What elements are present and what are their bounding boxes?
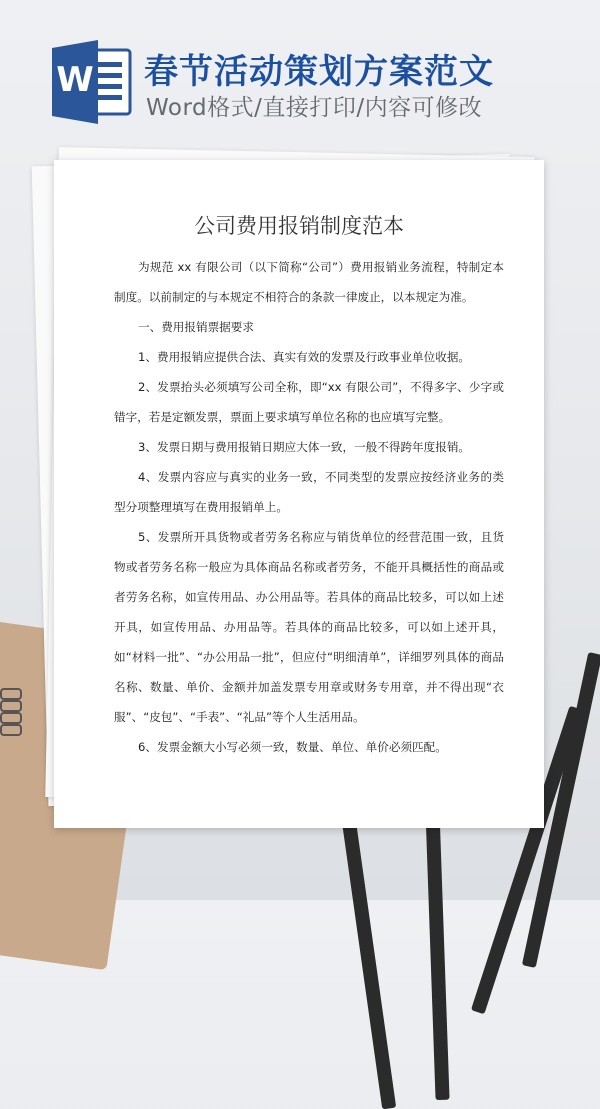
paragraph: 3、发票日期与费用报销日期应大体一致，一般不得跨年度报销。 bbox=[138, 440, 471, 454]
document-body bbox=[114, 252, 504, 762]
document-title: 公司费用报销制度范本 bbox=[194, 214, 404, 238]
paragraph: 4、发票内容应与真实的业务一致，不同类型的发票应按经济业务的类型分项整理填写在费用报销单上。 bbox=[114, 470, 504, 514]
section-heading: 一、费用报销票据要求 bbox=[138, 320, 254, 334]
word-icon-letter: W bbox=[56, 60, 94, 100]
paragraph: 1、费用报销应提供合法、真实有效的发票及行政事业单位收据。 bbox=[138, 350, 471, 364]
page-subtitle: Word格式/直接打印/内容可修改 bbox=[146, 95, 483, 121]
page-title: 春节活动策划方案范文 bbox=[144, 52, 494, 92]
paragraph: 6、发票金额大小写必须一致，数量、单位、单价必须匹配。 bbox=[138, 740, 447, 754]
pencil-decoration bbox=[338, 791, 396, 1109]
paragraph: 2、发票抬头必须填写公司全称，即“xx 有限公司”，不得多字、少字或错字，若是定额发票，票面上要求填写单位名称的也应填写完整。 bbox=[114, 380, 504, 424]
notebook-ring bbox=[0, 724, 22, 736]
document-page bbox=[54, 160, 544, 828]
notebook-ring bbox=[0, 688, 22, 700]
paragraph: 为规范 xx 有限公司（以下简称“公司”）费用报销业务流程，特制定本制度。以前制定的与本规定不相符合的条款一律废止，以本规定为准。 bbox=[114, 260, 504, 304]
notebook-ring bbox=[0, 712, 22, 724]
paragraph: 5、发票所开具货物或者劳务名称应与销货单位的经营范围一致，且货物或者劳务名称一般应为具体商品名称或者劳务，不能开具概括性的商品或者劳务名称，如宣传用品、办公用品等。若具体的商品比较多，可以如上述开具，如宣传用品、办用品等。若具体的商品比较多，可以如上述开具，如“材料一批”、“办公用品一批”，但应付“明细清单”，详细罗列具体的商品名称、数量、单价、金额并加盖发票专用章或财务专用章，并不得出现“衣服”、“皮包”、“手表”、“礼品”等个人生活用品。 bbox=[114, 530, 504, 724]
notebook-ring bbox=[0, 700, 22, 712]
